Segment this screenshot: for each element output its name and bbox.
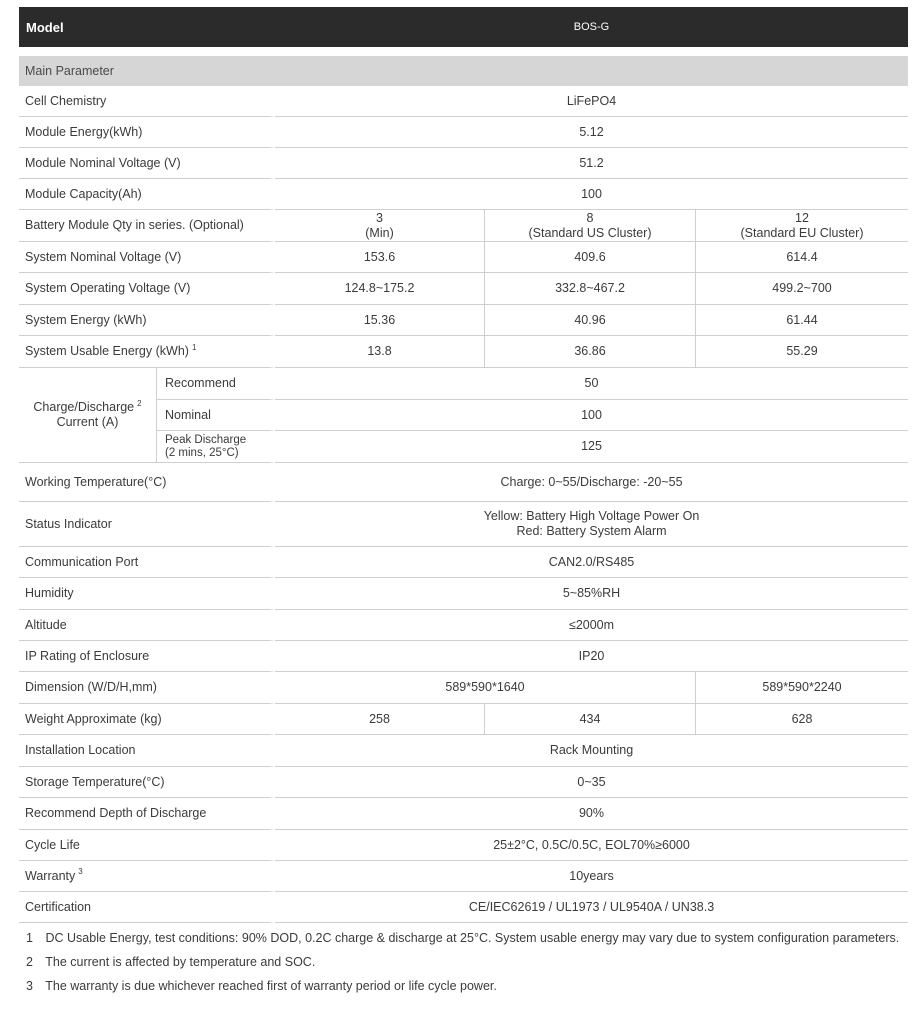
header-row: [19, 7, 908, 47]
footnote: [26, 954, 906, 978]
row-value: IP20: [275, 641, 908, 672]
row-value: 10years: [275, 861, 908, 892]
model-value: BOS-G: [275, 7, 908, 47]
value-col-3: 499.2~700: [696, 273, 908, 305]
row-label: Cell Chemistry: [19, 86, 275, 117]
row-module-energy: [19, 117, 908, 148]
qty-col-1-sub: (Min): [365, 225, 394, 240]
row-label: Recommend Depth of Discharge: [19, 798, 275, 830]
value-col-1: 153.6: [275, 242, 485, 273]
row-operating-voltage: [19, 273, 908, 305]
row-label: System Energy (kWh): [19, 305, 275, 336]
row-dimension: [19, 672, 908, 704]
qty-col-3-value: 12: [795, 210, 809, 225]
row-value: LiFePO4: [275, 86, 908, 117]
row-label: Battery Module Qty in series. (Optional): [19, 210, 275, 242]
row-label: Module Capacity(Ah): [19, 179, 275, 210]
charge-discharge-label: [19, 368, 157, 463]
model-label: Model: [19, 7, 275, 47]
row-label: Communication Port: [19, 547, 275, 578]
row-label: Working Temperature(°C): [19, 463, 275, 502]
row-value: ≤2000m: [275, 610, 908, 641]
row-working-temp: [19, 463, 908, 502]
spec-table: [19, 7, 908, 923]
row-label-cell: [19, 336, 275, 368]
sub-label-cell: [157, 431, 275, 463]
row-value: 51.2: [275, 148, 908, 179]
value-col-2: 409.6: [485, 242, 696, 273]
value-col-1: 258: [275, 704, 485, 735]
row-label: Storage Temperature(°C): [19, 767, 275, 798]
value-col-3: 628: [696, 704, 908, 735]
row-label: Humidity: [19, 578, 275, 610]
row-value: CAN2.0/RS485: [275, 547, 908, 578]
row-module-capacity: [19, 179, 908, 210]
footnote-ref: 1: [191, 342, 197, 352]
row-usable-energy: [19, 336, 908, 368]
row-label: IP Rating of Enclosure: [19, 641, 275, 672]
row-label: Module Nominal Voltage (V): [19, 148, 275, 179]
qty-col-3-sub: (Standard EU Cluster): [740, 225, 864, 240]
sub-value: 100: [275, 400, 908, 431]
row-value: 25±2°C, 0.5C/0.5C, EOL70%≥6000: [275, 830, 908, 861]
value-col-3: 589*590*2240: [696, 672, 908, 704]
qty-col-3: [696, 210, 908, 242]
row-value: 100: [275, 179, 908, 210]
row-certification: [19, 892, 908, 923]
footnote-ref: 3: [78, 867, 83, 877]
sub-value: 50: [275, 368, 908, 400]
value-col-3: 55.29: [696, 336, 908, 368]
qty-col-2-sub: (Standard US Cluster): [528, 225, 652, 240]
row-value: [275, 502, 908, 547]
section-header: [19, 56, 908, 86]
charge-label-line1: Charge/Discharge: [33, 400, 135, 414]
row-system-voltage: [19, 242, 908, 273]
charge-label-line2: Current (A): [56, 415, 119, 429]
row-value: Charge: 0~55/Discharge: -20~55: [275, 463, 908, 502]
qty-col-2-value: 8: [586, 210, 594, 225]
row-altitude: [19, 610, 908, 641]
row-charge-recommend: [19, 368, 908, 400]
row-value: 90%: [275, 798, 908, 830]
row-label: Dimension (W/D/H,mm): [19, 672, 275, 704]
value-col-2: 434: [485, 704, 696, 735]
row-label: Altitude: [19, 610, 275, 641]
row-dod: [19, 798, 908, 830]
sub-label: Recommend: [157, 368, 275, 400]
row-value: CE/IEC62619 / UL1973 / UL9540A / UN38.3: [275, 892, 908, 923]
footnote-text: DC Usable Energy, test conditions: 90% DOD, 0.2C charge & discharge at 25°C. System usable energy may vary due to system configuration parameters.: [45, 931, 900, 945]
row-cell-chemistry: [19, 86, 908, 117]
row-label: Status Indicator: [19, 502, 275, 547]
qty-col-1: [275, 210, 485, 242]
value-col-2: 36.86: [485, 336, 696, 368]
row-value: 5.12: [275, 117, 908, 148]
row-label: Cycle Life: [19, 830, 275, 861]
row-communication: [19, 547, 908, 578]
row-value: 0~35: [275, 767, 908, 798]
row-label: System Operating Voltage (V): [19, 273, 275, 305]
row-humidity: [19, 578, 908, 610]
section-title: Main Parameter: [19, 56, 908, 86]
row-label: System Usable Energy (kWh): [25, 344, 189, 358]
qty-col-1-value: 3: [376, 210, 383, 225]
value-col-1: 13.8: [275, 336, 485, 368]
row-system-energy: [19, 305, 908, 336]
row-storage-temp: [19, 767, 908, 798]
status-line1: Yellow: Battery High Voltage Power On: [483, 509, 700, 523]
qty-col-2: [485, 210, 696, 242]
value-col-1-2: 589*590*1640: [275, 672, 696, 704]
value-col-1: 124.8~175.2: [275, 273, 485, 305]
row-value: 5~85%RH: [275, 578, 908, 610]
row-weight: [19, 704, 908, 735]
row-module-qty: [19, 210, 908, 242]
status-line2: Red: Battery System Alarm: [516, 524, 667, 538]
row-installation: [19, 735, 908, 767]
row-label: Certification: [19, 892, 275, 923]
row-label: Warranty: [25, 868, 76, 883]
footnote-number: 1: [26, 931, 33, 945]
row-value: Rack Mounting: [275, 735, 908, 767]
footnote-text: The current is affected by temperature and SOC.: [45, 955, 316, 969]
value-col-2: 332.8~467.2: [485, 273, 696, 305]
row-label: Weight Approximate (kg): [19, 704, 275, 735]
sub-value: 125: [275, 431, 908, 463]
footnote-number: 2: [26, 955, 33, 969]
sub-label: Nominal: [157, 400, 275, 431]
row-label-cell: [19, 861, 275, 892]
value-col-2: 40.96: [485, 305, 696, 336]
row-cycle-life: [19, 830, 908, 861]
footnote-text: The warranty is due whichever reached first of warranty period or life cycle power.: [45, 979, 497, 993]
value-col-3: 61.44: [696, 305, 908, 336]
footnotes: [26, 930, 906, 1002]
row-ip-rating: [19, 641, 908, 672]
footnote-number: 3: [26, 979, 33, 993]
peak-label-line2: (2 mins, 25°C): [165, 446, 239, 459]
spec-sheet: [19, 7, 908, 923]
footnote: [26, 930, 906, 954]
row-label: System Nominal Voltage (V): [19, 242, 275, 273]
value-col-1: 15.36: [275, 305, 485, 336]
footnote-ref: 2: [137, 398, 142, 408]
row-status-indicator: [19, 502, 908, 547]
row-module-voltage: [19, 148, 908, 179]
peak-label-line1: Peak Discharge: [165, 433, 247, 446]
row-warranty: [19, 861, 908, 892]
row-label: Module Energy(kWh): [19, 117, 275, 148]
footnote: [26, 978, 906, 1002]
value-col-3: 614.4: [696, 242, 908, 273]
row-label: Installation Location: [19, 735, 275, 767]
